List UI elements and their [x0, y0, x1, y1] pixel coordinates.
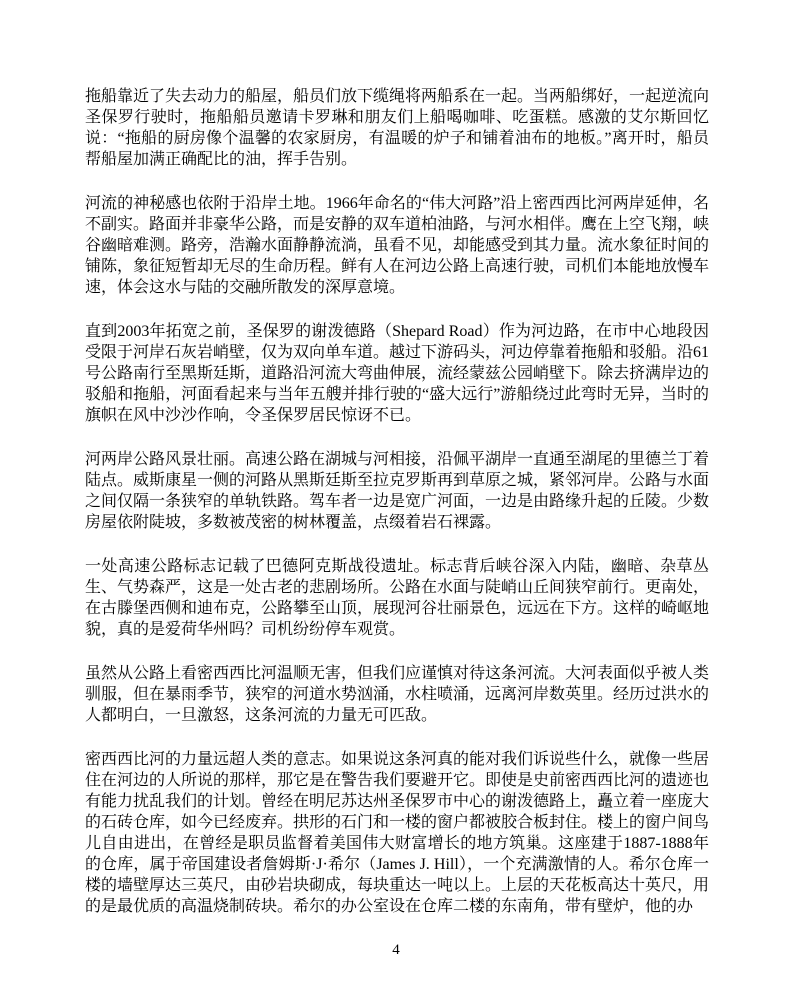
paragraph-2: 河流的神秘感也依附于沿岸土地。1966年命名的“伟大河路”沿上密西西比河两岸延伸，名不副实。路面并非豪华公路，而是安静的双车道柏油路，与河水相伴。鹰在上空飞翔，峡谷幽暗难测。路旁，浩瀚水面静静流淌，虽看不见，却能感受到其力量。流水象征时间的铺陈，象征短暂却无尽的生命历程。鲜有人在河边公路上高速行驶，司机们本能地放慢车速，体会这水与陆的交融所散发的深厚意境。 — [85, 195, 710, 296]
page-footer — [0, 940, 792, 960]
paragraph-6: 虽然从公路上看密西西比河温顺无害，但我们应谨慎对待这条河流。大河表面似乎被人类驯服，但在暴雨季节，狭窄的河道水势汹涌，水柱喷涌，远离河岸数英里。经历过洪水的人都明白，一旦激怒，这条河流的力量无可匹敌。 — [85, 665, 710, 724]
page-number: 4 — [392, 942, 400, 958]
paragraph-4: 河两岸公路风景壮丽。高速公路在湖城与河相接，沿佩平湖岸一直通至湖尾的里德兰丁着陆点。威斯康星一侧的河路从黑斯廷斯至拉克罗斯再到草原之城，紧邻河岸。公路与水面之间仅隔一条狭窄的单轨铁路。驾车者一边是宽广河面，一边是由路缘升起的丘陵。少数房屋依附陡坡，多数被茂密的树林覆盖，点缀着岩石裸露。 — [85, 451, 710, 531]
page-body-text — [85, 86, 709, 917]
paragraph-7: 密西西比河的力量远超人类的意志。如果说这条河真的能对我们诉说些什么，就像一些居住在河边的人所说的那样，那它是在警告我们要避开它。即使是史前密西西比河的遗迹也有能力扰乱我们的计划。曾经在明尼苏达州圣保罗市中心的谢泼德路上，矗立着一座庞大的石砖仓库，如今已经废弃。拱形的石门和一楼的窗户都被胶合板封住。楼上的窗户间鸟儿自由进出，在曾经是职员监督着美国伟大财富增长的地方筑巢。这座建于1887-1888年的仓库，属于帝国建设者詹姆斯·J·希尔（James J. Hill），一个充满激情的人。希尔仓库一楼的墙壁厚达三英尺，由砂岩块砌成，每块重达一吨以上。上层的天花板高达十英尺，用的是最优质的高温烧制砖块。希尔的办公室设在仓库二楼的东南角，带有壁炉，他的办 — [85, 751, 710, 915]
paragraph-5: 一处高速公路标志记载了巴德阿克斯战役遗址。标志背后峡谷深入内陆，幽暗、杂草丛生、气势森严，这是一处古老的悲剧场所。公路在水面与陡峭山丘间狭窄前行。更南处，在古滕堡西侧和迪布克，公路攀至山顶，展现河谷壮丽景色，远远在下方。这样的崎岖地貌，真的是爱荷华州吗？司机纷纷停车观赏。 — [85, 558, 710, 638]
paragraph-1: 拖船靠近了失去动力的船屋，船员们放下缆绳将两船系在一起。当两船绑好，一起逆流向圣保罗行驶时，拖船船员邀请卡罗琳和朋友们上船喝咖啡、吃蛋糕。感激的艾尔斯回忆说：“拖船的厨房像个温馨的农家厨房，有温暖的炉子和铺着油布的地板。”离开时，船员帮船屋加满正确配比的油，挥手告别。 — [85, 88, 710, 168]
paragraph-3: 直到2003年拓宽之前，圣保罗的谢泼德路（Shepard Road）作为河边路，在市中心地段因受限于河岸石灰岩峭壁，仅为双向单车道。越过下游码头，河边停靠着拖船和驳船。沿61号公路南行至黑斯廷斯，道路沿河流大弯曲伸展，流经蒙兹公园峭壁下。除去挤满岸边的驳船和拖船，河面看起来与当年五艘并排行驶的“盛大远行”游船绕过此弯时无异，当时的旗帜在风中沙沙作响，令圣保罗居民惊讶不已。 — [85, 323, 710, 424]
